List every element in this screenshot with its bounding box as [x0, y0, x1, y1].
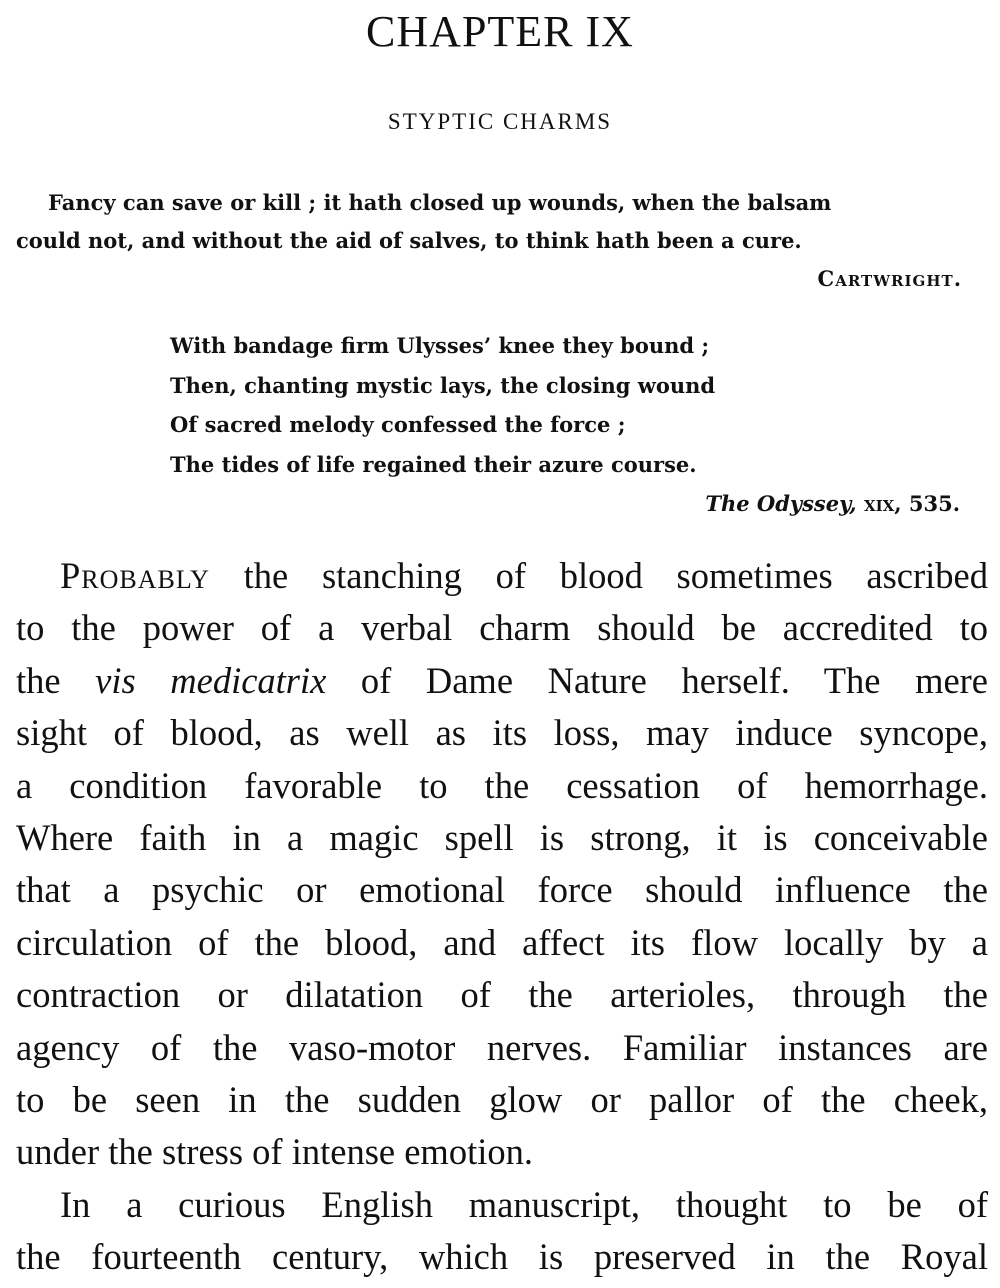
verse-quote: [170, 326, 960, 524]
paragraph-line: [16, 550, 988, 602]
body-text: [16, 550, 988, 1284]
paragraph-line: In a curious English manuscript, thought to be of: [60, 1183, 988, 1225]
verse-line: Of sacred melody confessed the force ;: [170, 412, 626, 437]
verse-line: Then, chanting mystic lays, the closing wound: [170, 372, 716, 398]
verse-attribution-work: The Odyssey,: [705, 491, 857, 516]
paragraph-line: agency of the vaso-motor nerves. Familiar instances are: [16, 1026, 988, 1068]
paragraph-line: that a psychic or emotional force should influence the: [16, 869, 988, 911]
paragraph-line: [16, 655, 988, 707]
paragraph-line: sight of blood, as well as its loss, may induce syncope,: [16, 712, 988, 754]
latin-phrase: vis medicatrix: [95, 659, 327, 701]
paragraph-line: Where faith in a magic spell is strong, it is conceivable: [16, 817, 988, 859]
lead-word: Probably: [60, 555, 210, 596]
chapter-title: CHAPTER IX: [366, 7, 634, 56]
paragraph-line-text: the: [16, 659, 96, 701]
verse-line: With bandage firm Ulysses’ knee they bound ;: [170, 333, 710, 358]
paragraph-line: under the stress of intense emotion.: [16, 1131, 533, 1173]
epigraph-line: Fancy can save or kill ; it hath closed up wounds, when the balsam: [48, 190, 832, 215]
paragraph-line: a condition favorable to the cessation of hemorrhage.: [16, 764, 988, 806]
verse-line: The tides of life regained their azure course.: [170, 451, 697, 477]
verse-attribution-ref: xix, 535.: [863, 491, 960, 516]
epigraph-attribution: Cartwright.: [817, 266, 962, 291]
epigraph-quote: [16, 184, 988, 298]
paragraph-line: circulation of the blood, and affect its flow locally by a: [16, 921, 988, 963]
epigraph-line: could not, and without the aid of salves, to think hath been a cure.: [16, 228, 802, 253]
paragraph-line-text: the stanching of blood sometimes ascribed: [209, 555, 988, 596]
verse-attribution: [170, 484, 960, 524]
paragraph-line: the fourteenth century, which is preserved in the Royal: [16, 1236, 988, 1278]
paragraph-line: contraction or dilatation of the arterioles, through the: [16, 974, 988, 1016]
chapter-subtitle: STYPTIC CHARMS: [387, 109, 613, 134]
paragraph-line: to the power of a verbal charm should be accredited to: [16, 607, 988, 649]
paragraph-line: to be seen in the sudden glow or pallor of the cheek,: [16, 1079, 988, 1121]
paragraph-line-text: of Dame Nature herself. The mere: [326, 659, 989, 701]
